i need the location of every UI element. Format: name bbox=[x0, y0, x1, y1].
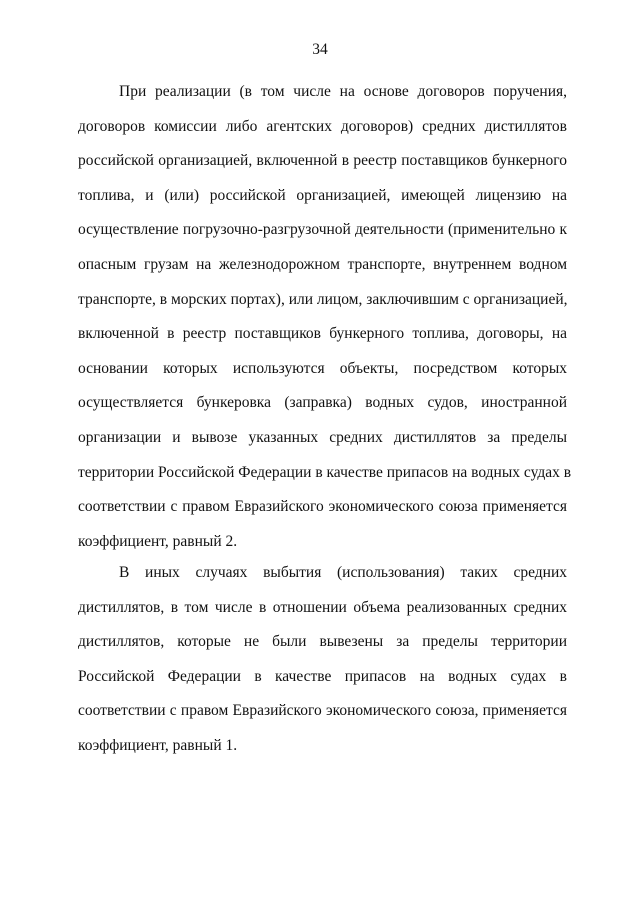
text-line: транспорте, в морских портах), или лицом, заключившим с организацией, bbox=[78, 290, 568, 308]
text-line: В иных случаях выбытия (использования) таких средних bbox=[119, 564, 567, 581]
text-line: осуществляется бункеровка (заправка) водных судов, иностранной bbox=[78, 394, 567, 412]
text-line: опасным грузам на железнодорожном транспорте, внутреннем водном bbox=[78, 255, 567, 273]
text-line: осуществление погрузочно-разгрузочной деятельности (применительно к bbox=[78, 221, 567, 239]
paragraph-2 bbox=[78, 563, 567, 771]
text-line: основании которых используются объекты, посредством которых bbox=[78, 359, 567, 377]
text-line: топлива, и (или) российской организацией, имеющей лицензию на bbox=[78, 186, 567, 204]
text-line: При реализации (в том числе на основе договоров поручения, bbox=[119, 83, 567, 100]
paragraph-1 bbox=[78, 82, 572, 566]
text-line: соответствии с правом Евразийского экономического союза, применяется bbox=[78, 702, 567, 720]
page-number: 34 bbox=[312, 41, 328, 58]
text-line: Российской Федерации в качестве припасов на водных судах в bbox=[78, 667, 567, 685]
text-line: дистиллятов, в том числе в отношении объема реализованных средних bbox=[78, 598, 567, 616]
text-line: договоров комиссии либо агентских договоров) средних дистиллятов bbox=[78, 117, 567, 135]
text-line: дистиллятов, которые не были вывезены за пределы территории bbox=[78, 633, 567, 651]
text-line: соответствии с правом Евразийского экономического союза применяется bbox=[78, 498, 567, 516]
text-line: включенной в реестр поставщиков бункерного топлива, договоры, на bbox=[78, 325, 567, 343]
text-line: территории Российской Федерации в качестве припасов на водных судах в bbox=[78, 463, 572, 481]
text-line: российской организацией, включенной в реестр поставщиков бункерного bbox=[78, 152, 567, 170]
text-line: организации и вывозе указанных средних дистиллятов за пределы bbox=[78, 428, 567, 446]
text-line: коэффициент, равный 2. bbox=[78, 532, 238, 550]
text-line: коэффициент, равный 1. bbox=[78, 736, 238, 754]
